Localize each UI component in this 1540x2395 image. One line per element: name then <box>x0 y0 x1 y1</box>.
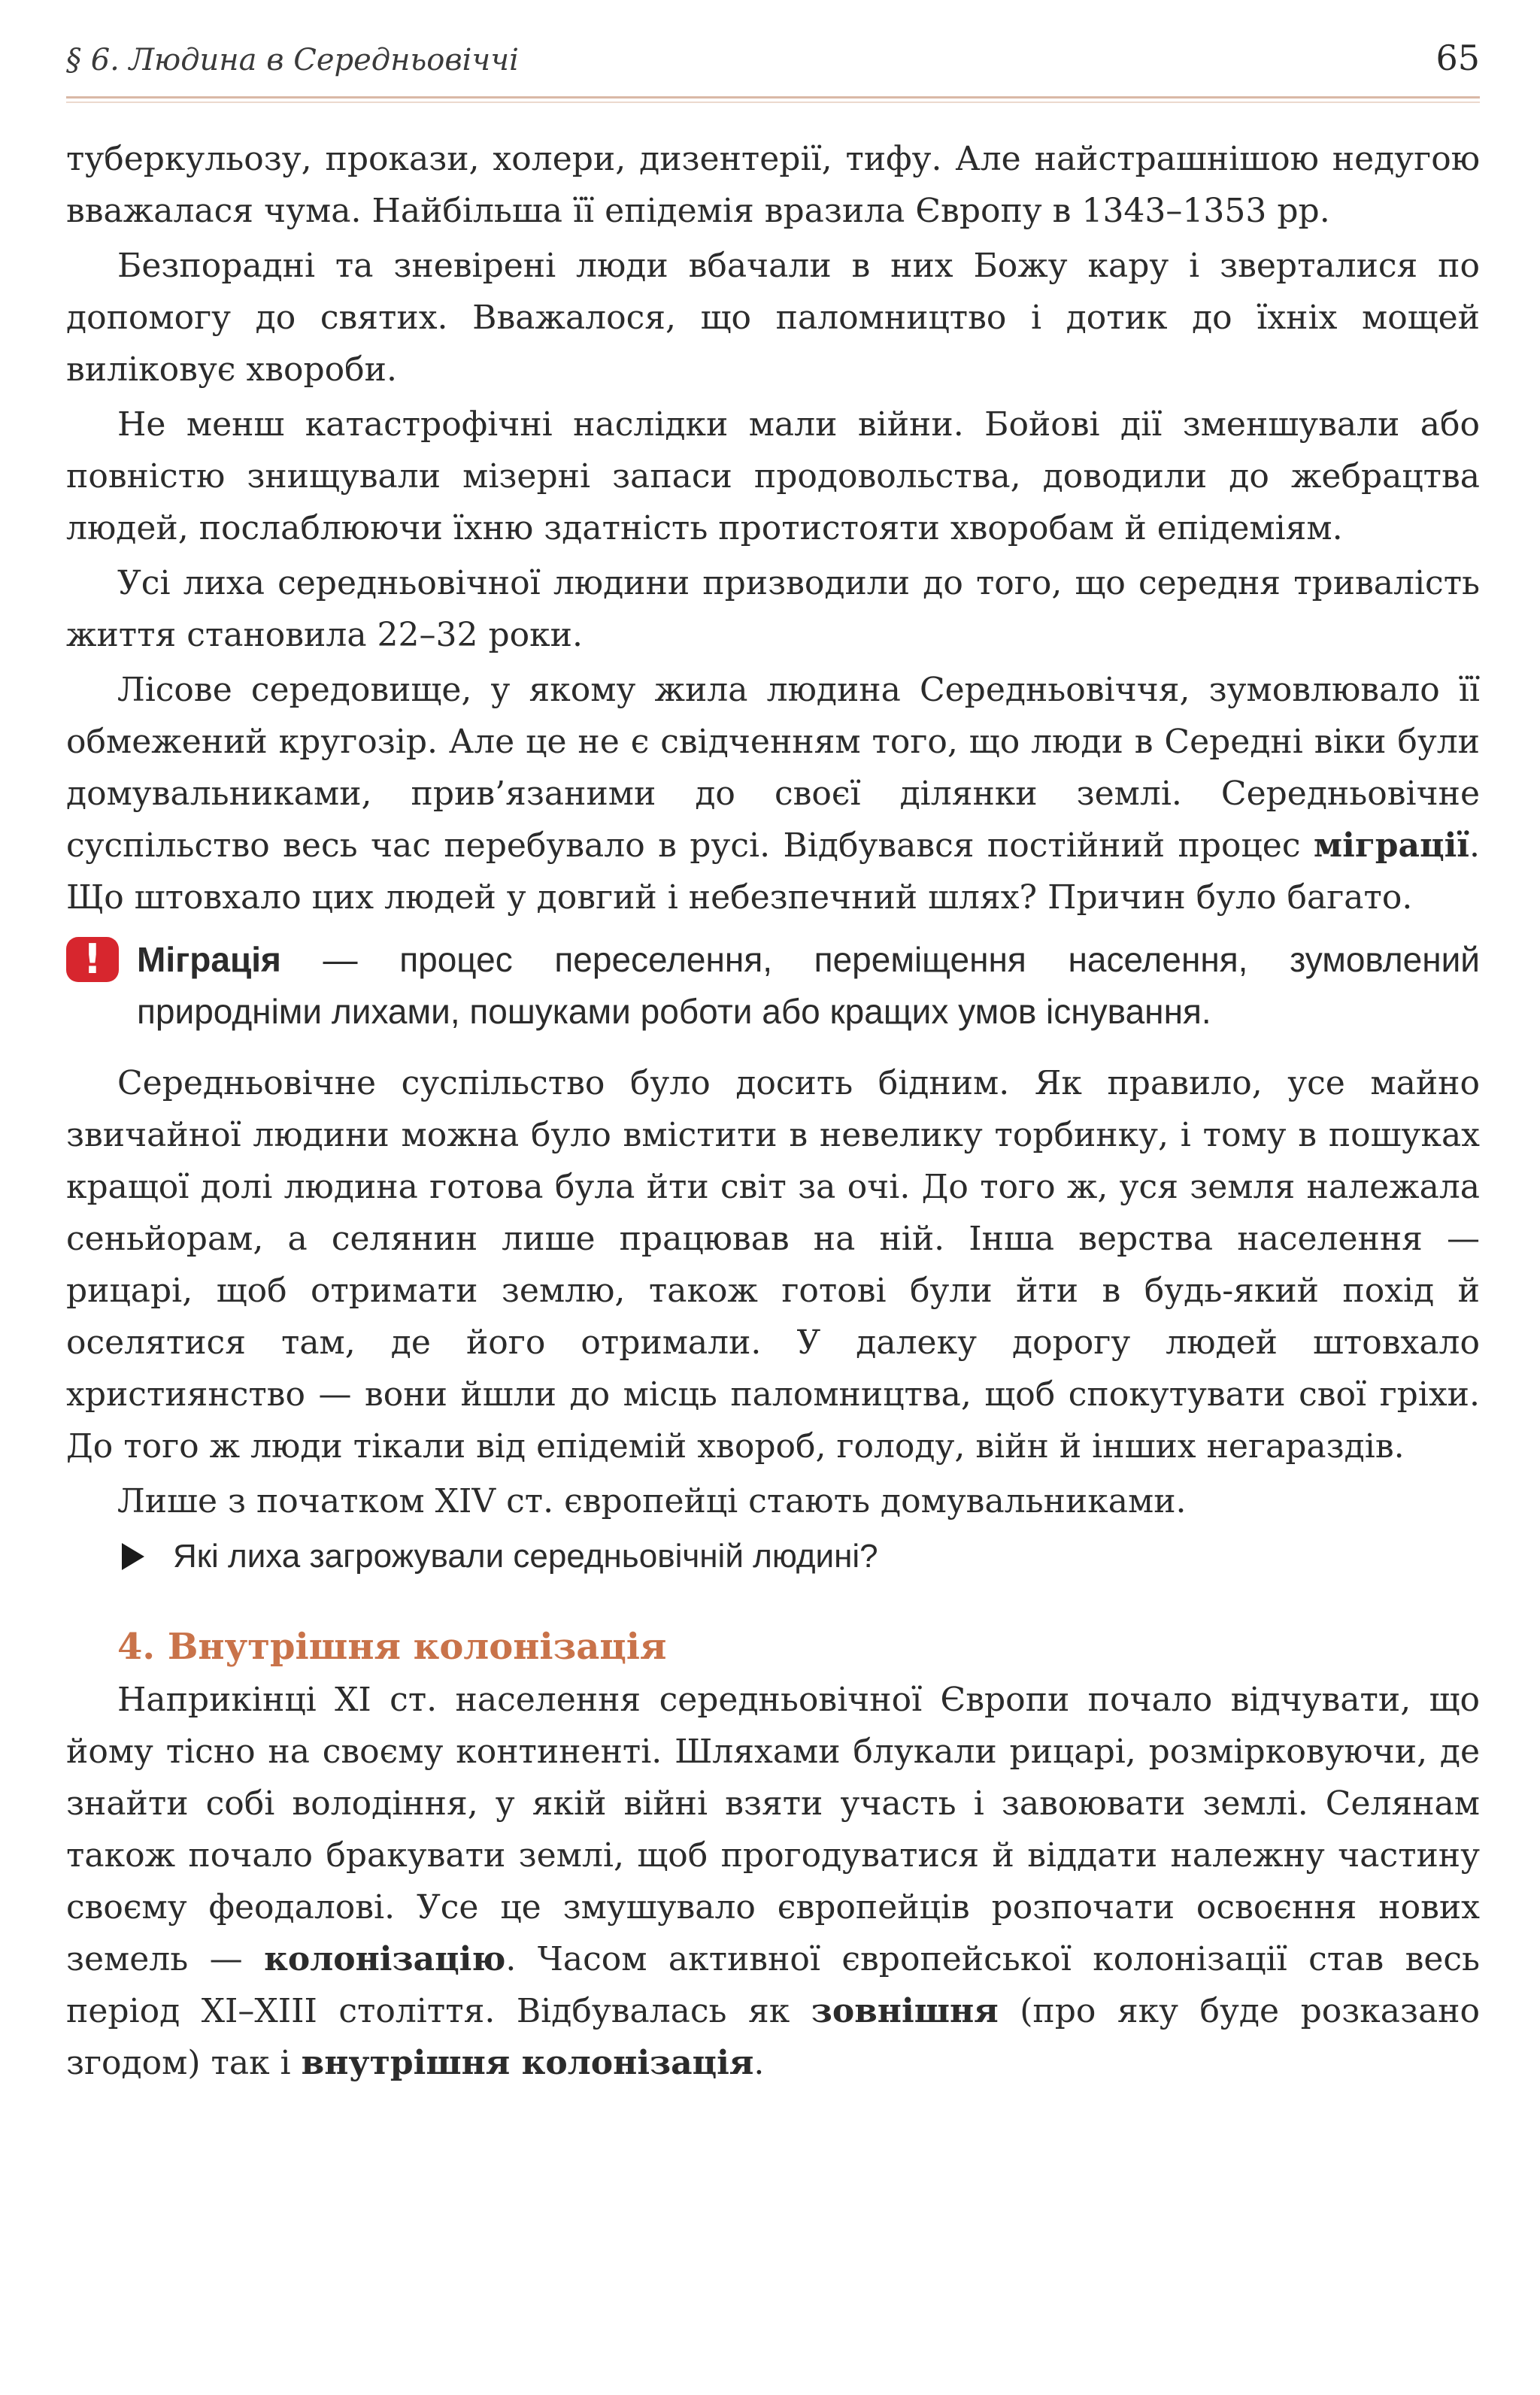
question-text: Які лиха загрожували середньовічній людині? <box>173 1538 878 1575</box>
paragraph-5 <box>66 664 1480 923</box>
paragraph-5-text-a: Лісове середовище, у якому жила людина Середньовіччя, зумовлювало її обмежений кругозір. Але це не є свідченням того, що люди в Середні віки були домувальниками, прив’язаними до своєї ділянки землі. Середньовічне суспільство весь час перебувало в русі. Відбувався постійний процес <box>66 671 1480 865</box>
paragraph-8-text-g: . <box>753 2044 765 2082</box>
definition-body: — процес переселення, переміщення населення, зумовлений природніми лихами, пошуками роботи або кращих умов існування. <box>137 940 1480 1031</box>
paragraph-2: Безпорадні та зневірені люди вбачали в них Божу кару і зверталися по допомогу до святих. Вважалося, що паломництво і дотик до їхніх мощей виліковує хвороби. <box>66 247 1480 389</box>
paragraph-8 <box>66 1674 1480 2089</box>
review-question <box>122 1530 1480 1582</box>
paragraph-3: Не менш катастрофічні наслідки мали війни. Бойові дії зменшували або повністю знищували мізерні запаси продовольства, доводили до жебрацтва людей, послаблюючи їхню здатність протистояти хворобам й епідеміям. <box>66 405 1480 547</box>
term-colonization: колонізацію <box>264 1940 506 1978</box>
term-migration-inline: міграції <box>1313 826 1469 865</box>
section-title: § 6. Людина в Середньовіччі <box>66 43 519 77</box>
term-internal-colonization: внутрішня колонізація <box>301 2044 754 2082</box>
textbook-page <box>66 38 1480 2092</box>
paragraph-4: Усі лиха середньовічної людини призводили до того, що середня тривалість життя становила 22–32 роки. <box>66 564 1480 654</box>
body-text <box>66 133 1480 2089</box>
paragraph-8-text-a: Наприкінці XI ст. населення середньовічної Європи почало відчувати, що йому тісно на своєму континенті. Шляхами блукали рицарі, розмірковуючи, де знайти собі володіння, у якій війні взяти участь і завоювати землі. Селянам також почало бракувати землі, щоб прогодуватися й віддати належну частину своєму феодалові. Усе це змушувало європейців розпочати освоєння нових земель — <box>66 1681 1480 1978</box>
definition-text <box>137 934 1480 1038</box>
header-divider <box>66 96 1480 99</box>
exclamation-icon: ! <box>66 937 119 982</box>
definition-box <box>66 934 1480 1038</box>
page-number: 65 <box>1435 38 1480 78</box>
paragraph-8-text-c: . Часом активної європейської колонізації став весь період XI–XIII століття. Відбувалась як <box>66 1940 1480 2030</box>
paragraph-7: Лише з початком XIV ст. європейці стають домувальниками. <box>117 1482 1187 1520</box>
header-divider-secondary <box>66 102 1480 103</box>
definition-term: Міграція <box>137 940 281 979</box>
section-heading: 4. Внутрішня колонізація <box>117 1626 667 1668</box>
paragraph-8-text-e: (про яку буде розказано згодом) так і <box>66 1992 1480 2082</box>
paragraph-1: туберкульозу, прокази, холери, дизентерії, тифу. Але найстрашнішою недугою вважалася чума. Найбільша її епідемія вразила Європу в 1343–1353 рр. <box>66 140 1480 230</box>
running-head <box>66 38 1480 90</box>
paragraph-6: Середньовічне суспільство було досить бідним. Як правило, усе майно звичайної людини можна було вмістити в невелику торбинку, і тому в пошуках кращої долі людина готова була йти світ за очі. До того ж, уся земля належала сеньйорам, а селянин лише працював на ній. Інша верства населення — рицарі, щоб отримати землю, також готові були йти в будь-який похід й оселятися там, де його отримали. У далеку дорогу людей штовхало християнство — вони йшли до місць паломництва, щоб спокутувати свої гріхи. До того ж люди тікали від епідемій хвороб, голоду, війн й інших негараздів. <box>66 1064 1480 1466</box>
term-external: зовнішня <box>811 1992 999 2030</box>
paragraph-5-text-c: . Що штовхало цих людей у довгий і небезпечний шлях? Причин було багато. <box>66 826 1480 917</box>
play-triangle-icon <box>122 1543 144 1570</box>
